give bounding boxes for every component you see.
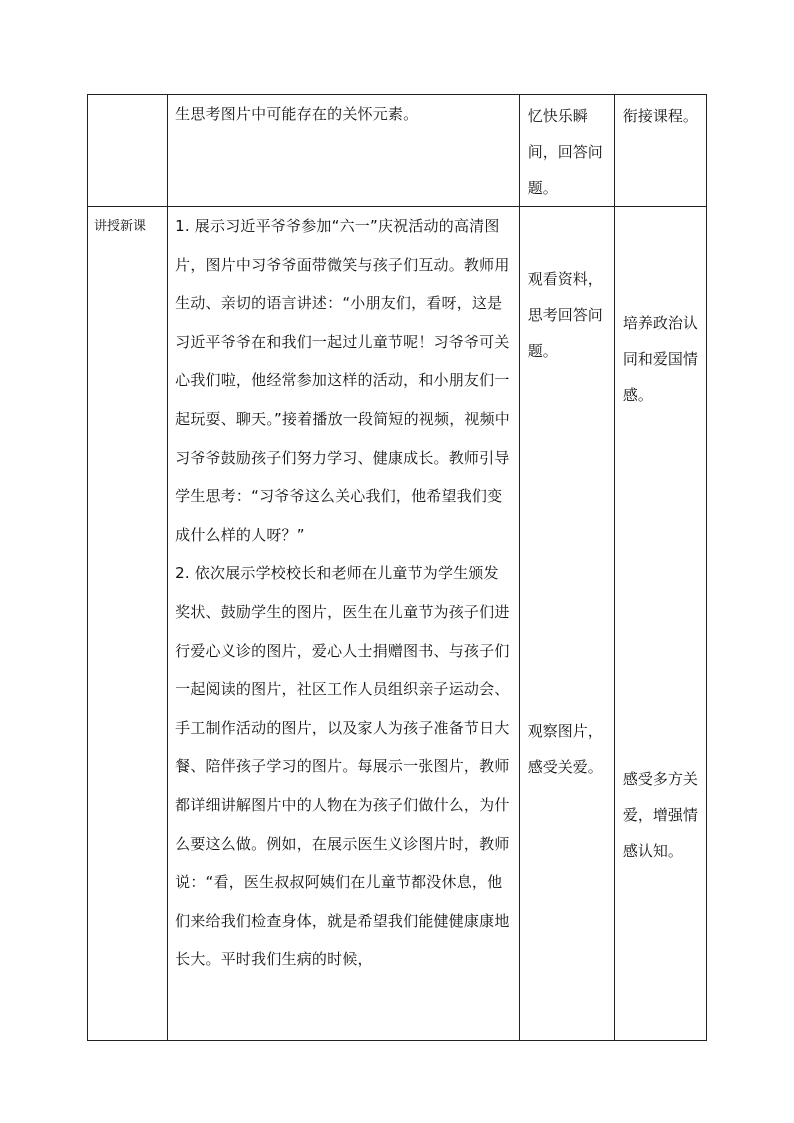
- student-activity-text: 观察图片，感受关爱。: [527, 722, 603, 776]
- stage-label: 讲授新课: [94, 219, 147, 234]
- design-intent-text: 培养政治认同和爱国情感。: [622, 314, 698, 404]
- student-activity-text: 忆快乐瞬间，回答问题。: [527, 107, 603, 197]
- student-activity-cell: [519, 95, 614, 207]
- stage-cell: [88, 207, 168, 1041]
- table-row: [88, 95, 707, 207]
- student-activity-cell: [519, 207, 614, 1041]
- stage-cell: [88, 95, 168, 207]
- table-row: [88, 207, 707, 1041]
- content-paragraph: 1. 展示习近平爷爷参加“六一”庆祝活动的高清图片，图片中习爷爷面带微笑与孩子们互动。教师用生动、亲切的语言讲述：“小朋友们，看呀，这是习近平爷爷在和我们一起过儿童节呢！习爷爷可关心我们啦，他经常参加这样的活动，和小朋友们一起玩耍、聊天。”接着播放一段简短的视频，视频中习爷爷鼓励孩子们努力学习、健康成长。教师引导学生思考：“习爷爷这么关心我们，他希望我们变成什么样的人呀？”: [175, 217, 510, 544]
- teaching-content-text: 生思考图片中可能存在的关怀元素。: [175, 105, 419, 123]
- student-activity-text: 观看资料，思考回答问题。: [527, 270, 603, 360]
- lesson-plan-table: [87, 94, 707, 1041]
- teaching-content-cell: [168, 95, 520, 207]
- design-intent-cell: [614, 95, 706, 207]
- teaching-content-text: [168, 207, 519, 979]
- content-paragraph: 2. 依次展示学校校长和老师在儿童节为学生颁发奖状、鼓励学生的图片，医生在儿童节为孩子们进行爱心义诊的图片，爱心人士捐赠图书、与孩子们一起阅读的图片，社区工作人员组织亲子运动会、手工制作活动的图片，以及家人为孩子准备节日大餐、陪伴孩子学习的图片。每展示一张图片，教师都详细讲解图片中的人物在为孩子们做什么，为什么要这么做。例如，在展示医生义诊图片时，教师说：“看，医生叔叔阿姨们在儿童节都没休息，他们来给我们检查身体，就是希望我们能健健康康地长大。平时我们生病的时候，: [175, 564, 510, 969]
- teaching-content-cell: [168, 207, 520, 1041]
- design-intent-cell: [614, 207, 706, 1041]
- design-intent-text: 衔接课程。: [622, 107, 698, 125]
- design-intent-text: 感受多方关爱，增强情感认知。: [622, 770, 698, 860]
